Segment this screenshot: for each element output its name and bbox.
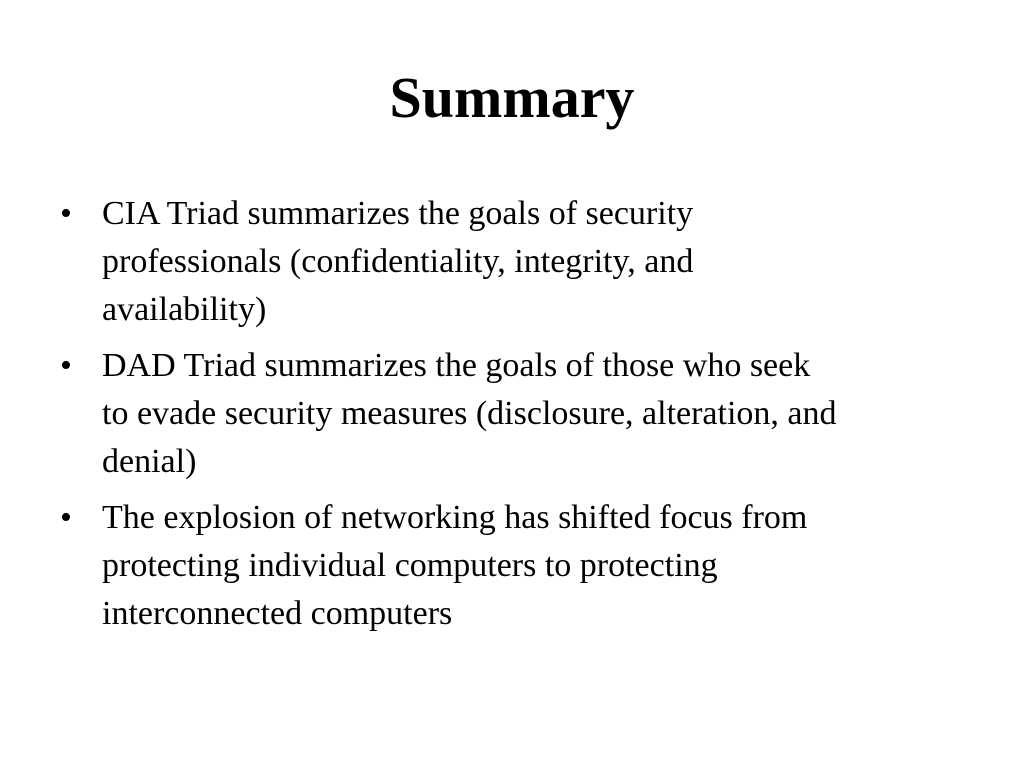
bullet-line: DAD Triad summarizes the goals of those who seek [102, 347, 811, 384]
bullet-dot-icon: • [60, 195, 72, 232]
bullet-line: to evade security measures (disclosure, alteration, and [102, 395, 837, 432]
bullet-line: interconnected computers [102, 595, 453, 632]
bullet-dot-icon: • [60, 499, 72, 536]
bullet-line: professionals (confidentiality, integrity, and [102, 243, 694, 280]
bullet-line: CIA Triad summarizes the goals of security [102, 195, 694, 232]
bullet-text [102, 342, 970, 486]
bullet-item-networking [58, 494, 978, 638]
bullet-item-cia-triad [58, 190, 978, 334]
bullet-item-dad-triad [58, 342, 978, 486]
slide-title: Summary [389, 65, 635, 130]
bullet-line: protecting individual computers to protecting [102, 547, 718, 584]
bullet-line: The explosion of networking has shifted focus from [102, 499, 808, 536]
bullet-list [58, 190, 978, 646]
bullet-line: availability) [102, 291, 267, 328]
bullet-text [102, 494, 970, 638]
bullet-text [102, 190, 970, 334]
bullet-line: denial) [102, 443, 197, 480]
bullet-dot-icon: • [60, 347, 72, 384]
